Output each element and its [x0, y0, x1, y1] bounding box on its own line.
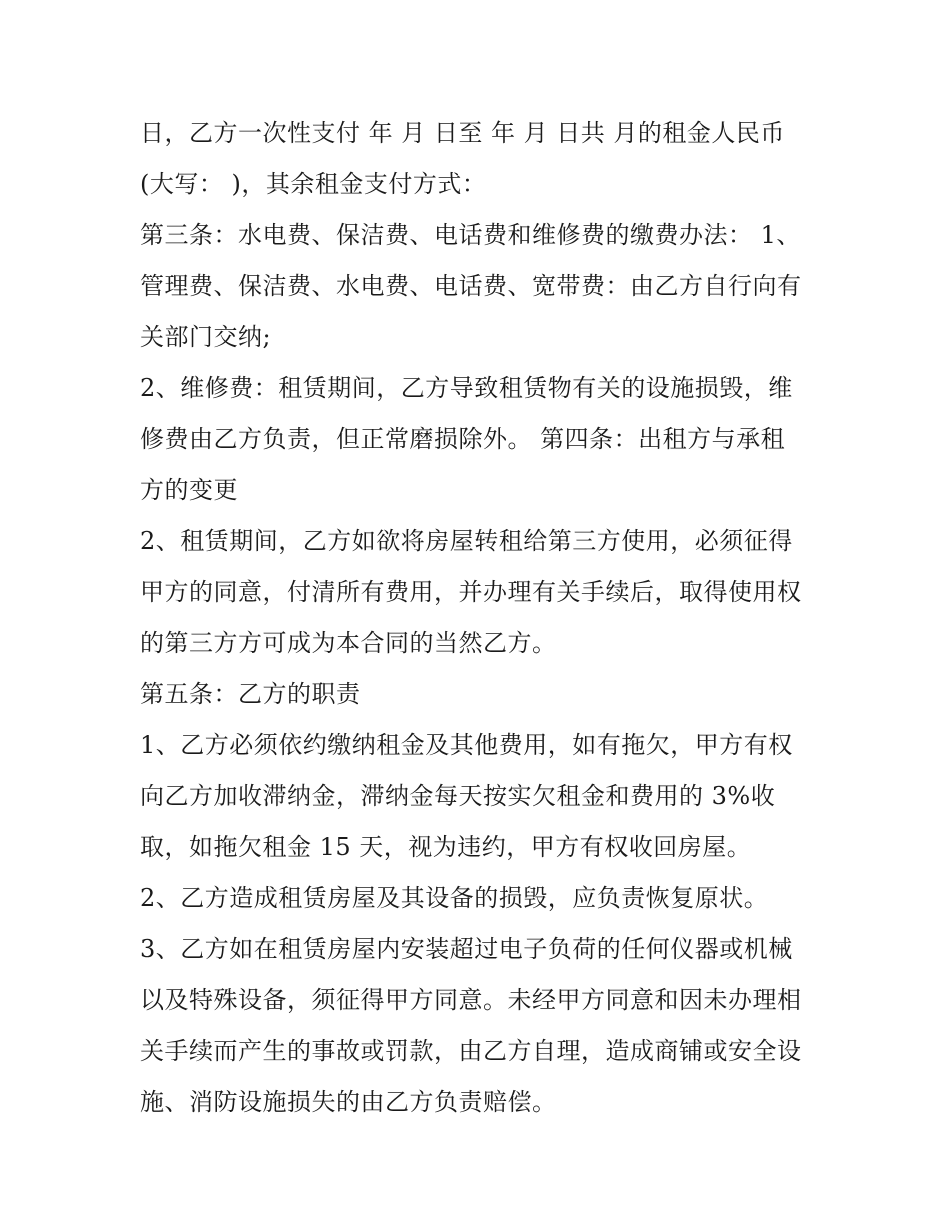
text-line-fees: 管理费、保洁费、水电费、电话费、宽带费：由乙方自行向有 [140, 272, 802, 300]
text-line-article-5-heading: 第五条：乙方的职责 [140, 680, 361, 708]
text-line-article-4: 修费由乙方负责，但正常磨损除外。 第四条：出租方与承租 [140, 425, 786, 453]
text-line-duty-2: 2、乙方造成租赁房屋及其设备的损毁，应负责恢复原状。 [140, 884, 769, 912]
text-line-duty-3: 3、乙方如在租赁房屋内安装超过电子负荷的任何仪器或机械 [140, 935, 793, 963]
text-line-payment-period: 日，乙方一次性支付 年 月 日至 年 月 日共 月的租金人民币 [140, 119, 785, 147]
text-line-maintenance: 2、维修费：租赁期间，乙方导致租赁物有关的设施损毁，维 [140, 374, 793, 402]
text-line-duty-1: 1、乙方必须依约缴纳租金及其他费用，如有拖欠，甲方有权 [140, 731, 793, 759]
text-line-article-4-cont: 方的变更 [140, 476, 238, 504]
text-line-duty-3-cont: 以及特殊设备，须征得甲方同意。未经甲方同意和因未办理相 [140, 986, 802, 1014]
contract-text [140, 108, 820, 1128]
text-line-sublease-cont: 甲方的同意，付清所有费用，并办理有关手续后，取得使用权 [140, 578, 802, 606]
text-line-duty-1-cont: 向乙方加收滞纳金，滞纳金每天按实欠租金和费用的 3%收 [140, 782, 776, 810]
text-line-duty-3-end: 施、消防设施损失的由乙方负责赔偿。 [140, 1088, 557, 1116]
text-line-sublease-end: 的第三方方可成为本合同的当然乙方。 [140, 629, 557, 657]
text-line-payment-method: (大写： )，其余租金支付方式： [140, 170, 487, 198]
text-line-article-3-heading: 第三条：水电费、保洁费、电话费和维修费的缴费办法： 1、 [140, 221, 801, 249]
text-line-duty-1-end: 取，如拖欠租金 15 天，视为违约，甲方有权收回房屋。 [140, 833, 752, 861]
text-line-duty-3-cont-2: 关手续而产生的事故或罚款，由乙方自理，造成商铺或安全设 [140, 1037, 802, 1065]
text-line-fees-cont: 关部门交纳; [140, 323, 272, 351]
text-line-sublease: 2、租赁期间，乙方如欲将房屋转租给第三方使用，必须征得 [140, 527, 793, 555]
